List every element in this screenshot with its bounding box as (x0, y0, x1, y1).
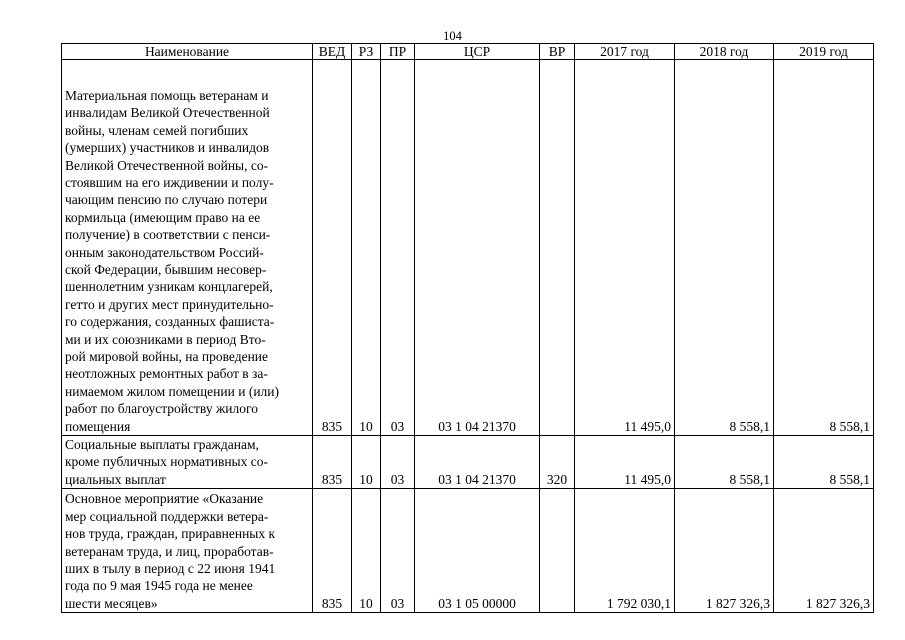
budget-table (61, 43, 874, 613)
column-header-2017: 2017 год (575, 44, 675, 60)
column-header-ved: ВЕД (313, 44, 352, 60)
table-row (62, 436, 874, 489)
cell-rz: 10 (352, 60, 381, 436)
cell-vr: 320 (540, 436, 575, 489)
name-line: Основное мероприятие «Оказание (65, 491, 264, 507)
cell-2018: 8 558,1 (675, 436, 774, 489)
name-line: войны, членам семей погибших (65, 122, 249, 138)
cell-vr (540, 489, 575, 613)
cell-2017: 1 792 030,1 (575, 489, 675, 613)
cell-2017: 11 495,0 (575, 60, 675, 436)
table-header (62, 44, 874, 60)
name-line: ших в тылу в период с 22 июня 1941 (65, 561, 276, 576)
name-line: получение) в соответствии с пенси- (65, 227, 271, 243)
cell-2019: 1 827 326,3 (774, 489, 874, 613)
cell-pr: 03 (381, 489, 415, 613)
name-line: Великой Отечественной войны, со- (65, 157, 269, 173)
cell-2018: 8 558,1 (675, 60, 774, 436)
page-number: 104 (443, 29, 462, 43)
column-header-csr: ЦСР (415, 44, 540, 60)
name-line: инвалидам Великой Отечественной (65, 105, 270, 121)
name-line: Материальная помощь ветеранам и (65, 87, 269, 103)
name-line: стоявшим на его иждивении и полу- (65, 174, 274, 190)
row-name (62, 436, 313, 489)
name-line: мер социальной поддержки ветера- (65, 508, 269, 524)
row-name (62, 60, 313, 436)
cell-2018: 1 827 326,3 (675, 489, 774, 613)
column-header-vr: ВР (540, 44, 575, 60)
cell-csr: 03 1 04 21370 (415, 60, 540, 436)
column-header-name: Наименование (62, 44, 313, 60)
table-row (62, 60, 874, 436)
cell-rz: 10 (352, 489, 381, 613)
name-line: ской Федерации, бывшим несовер- (65, 261, 267, 277)
name-line: нов труда, граждан, приравненных к (65, 526, 276, 542)
name-line: чающим пенсию по случаю потери (65, 192, 268, 208)
column-header-pr: ПР (381, 44, 415, 60)
cell-pr: 03 (381, 436, 415, 489)
name-line: работ по благоустройству жилого (65, 401, 258, 417)
cell-ved: 835 (313, 60, 352, 436)
column-header-2018: 2018 год (675, 44, 774, 60)
cell-pr: 03 (381, 60, 415, 436)
cell-ved: 835 (313, 436, 352, 489)
column-header-2019: 2019 год (774, 44, 874, 60)
name-line: го содержания, созданных фашиста- (65, 314, 275, 330)
name-line: нимаемом жилом помещении и (или) (65, 383, 280, 399)
table-row (62, 489, 874, 613)
cell-2019: 8 558,1 (774, 436, 874, 489)
name-line: ветеранам труда, и лиц, проработав- (65, 543, 274, 559)
name-line: кормильца (имеющим право на ее (65, 209, 261, 225)
cell-2019: 8 558,1 (774, 60, 874, 436)
name-line: (умерших) участников и инвалидов (65, 140, 270, 156)
name-line: рой мировой войны, на проведение (65, 348, 269, 364)
name-line: шести месяцев» (65, 595, 158, 611)
cell-ved: 835 (313, 489, 352, 613)
cell-csr: 03 1 04 21370 (415, 436, 540, 489)
name-line: помещения (65, 418, 131, 434)
name-line: неотложных ремонтных работ в за- (65, 366, 268, 382)
name-line: шеннолетним узникам концлагерей, (65, 279, 273, 295)
column-header-rz: РЗ (352, 44, 381, 60)
cell-vr (540, 60, 575, 436)
cell-rz: 10 (352, 436, 381, 489)
name-line: гетто и других мест принудительно- (65, 296, 274, 312)
name-line: года по 9 мая 1945 года не менее (65, 578, 253, 594)
name-line: ми и их союзниками в период Вто- (65, 331, 266, 347)
name-line: кроме публичных нормативных со- (65, 454, 268, 470)
cell-csr: 03 1 05 00000 (415, 489, 540, 613)
row-name (62, 489, 313, 613)
cell-2017: 11 495,0 (575, 436, 675, 489)
name-line: циальных выплат (65, 471, 166, 487)
name-line: Социальные выплаты гражданам, (65, 437, 259, 452)
name-line: онным законодательством Россий- (65, 244, 264, 260)
